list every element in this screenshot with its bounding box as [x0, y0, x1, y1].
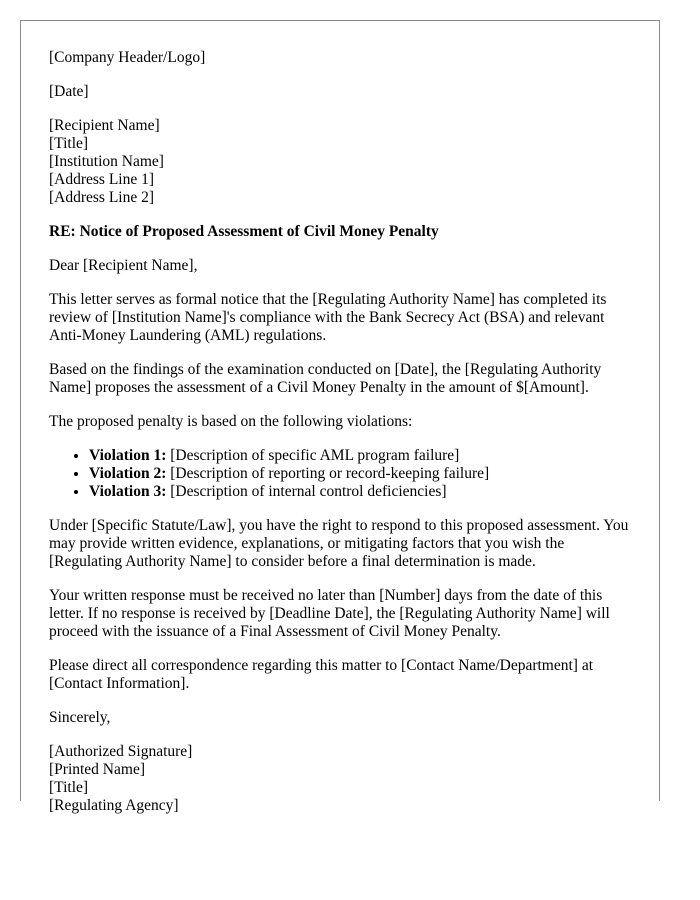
intro-paragraph: This letter serves as formal notice that the [Regulating Authority Name] has completed its review of [Institution Name]'s compliance with the Bank Secrecy Act (BSA) and relevant Anti-Money Laundering (AML) regulations.	[49, 291, 607, 344]
printed-name: [Printed Name]	[49, 761, 145, 778]
findings-paragraph: Based on the findings of the examination conducted on [Date], the [Regulating Authority Name] proposes the assessment of a Civil Money Penalty in the amount of $[Amount].	[49, 361, 602, 396]
signer-title: [Title]	[49, 779, 89, 796]
recipient-address-line-1: [Address Line 1]	[49, 171, 155, 188]
company-header: [Company Header/Logo]	[49, 49, 206, 66]
signature-block	[49, 743, 639, 815]
salutation: Dear [Recipient Name],	[49, 257, 198, 274]
violations-list	[49, 447, 639, 501]
recipient-name: [Recipient Name]	[49, 117, 160, 134]
subject-line: RE: Notice of Proposed Assessment of Civil Money Penalty	[49, 223, 439, 240]
closing: Sincerely,	[49, 709, 111, 726]
violation-label: Violation 1:	[89, 447, 167, 464]
list-item	[89, 483, 639, 501]
letter-date: [Date]	[49, 83, 89, 100]
recipient-institution: [Institution Name]	[49, 153, 164, 170]
recipient-address-line-2: [Address Line 2]	[49, 189, 155, 206]
letter-page	[20, 20, 660, 814]
violation-description: [Description of specific AML program failure]	[166, 447, 460, 464]
authorized-signature: [Authorized Signature]	[49, 743, 193, 760]
violation-description: [Description of internal control deficiencies]	[166, 483, 447, 500]
letter-content	[49, 49, 639, 831]
rights-paragraph: Under [Specific Statute/Law], you have the right to respond to this proposed assessment. You may provide written evidence, explanations, or mitigating factors that you wish the [Regulating Authority Name] to consider before a final determination is made.	[49, 517, 629, 570]
recipient-title: [Title]	[49, 135, 89, 152]
violations-intro: The proposed penalty is based on the following violations:	[49, 413, 413, 430]
list-item	[89, 447, 639, 465]
contact-paragraph: Please direct all correspondence regarding this matter to [Contact Name/Department] at [Contact Information].	[49, 657, 594, 692]
signer-agency: [Regulating Agency]	[49, 797, 179, 814]
deadline-paragraph: Your written response must be received no later than [Number] days from the date of this letter. If no response is received by [Deadline Date], the [Regulating Authority Name] will proceed with the issuance of a Final Assessment of Civil Money Penalty.	[49, 587, 610, 640]
violation-label: Violation 3:	[89, 483, 167, 500]
violation-label: Violation 2:	[89, 465, 167, 482]
violation-description: [Description of reporting or record-keeping failure]	[166, 465, 490, 482]
recipient-address-block	[49, 117, 639, 207]
list-item	[89, 465, 639, 483]
